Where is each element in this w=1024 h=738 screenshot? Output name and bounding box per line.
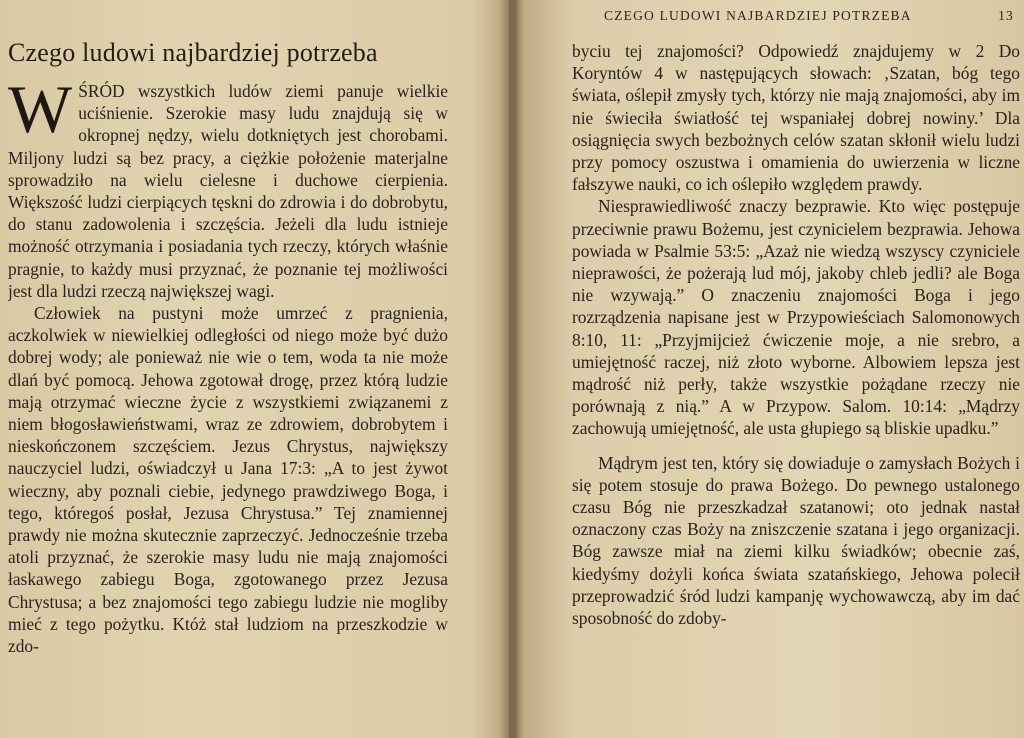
drop-cap: W — [8, 71, 73, 147]
opening-paragraph-text: ŚRÓD wszystkich ludów ziemi panuje wielkie uciśnienie. Szerokie masy ludu znajdują się w okropnej nędzy, wielu dotkniętych jest chorobami. Miljony ludzi są bez pracy, a ciężkie położenie materjalne sprowadziło na wielu cielesne i duchowe cierpienia. Większość ludzi cierpiących tęskni do zdrowia i do dobrobytu, do stanu zadowolenia i szczęścia. Jeżeli dla ludu istnieje możność otrzymania i posiadania tych rzeczy, których właśnie pragnie, to każdy musi przyznać, że poznanie tej możliwości jest dla ludzi rzeczą największej wagi. — [8, 81, 448, 301]
paragraph: Mądrym jest ten, który się dowiaduje o zamysłach Bożych i się potem stosuje do prawa Bożego. Do pewnego ustalonego czasu Bóg nie przeszkadzał szatanowi; oto jednak nastał oznaczony czas Boży na zniszczenie szatana i jego organizacji. Bóg zawsze miał na ziemi kilku świadków; obecnie zaś, kiedyśmy dożyli końca świata szatańskiego, Jehowa polecił przeprowadzić śród ludzi kampanję wychowawczą, aby im dać sposobność do zdoby- — [572, 452, 1020, 629]
paragraph: Człowiek na pustyni może umrzeć z pragnienia, aczkolwiek w niewielkiej odległości od niego może być dużo dobrej wody; ale ponieważ nie wie o tem, woda ta nie może dlań być pomocą. Jehowa zgotował drogę, przez którą ludzie mają otrzymać wieczne życie z wszystkiemi związanemi z niem błogosławieństwami, wraz ze zdrowiem, dobrobytem i nieskończonem szczęściem. Jezus Chrystus, największy nauczyciel ludzi, oświadczył u Jana 17:3: „A to jest żywot wieczny, aby poznali ciebie, jedynego prawdziwego Boga, i tego, któregoś posłał, Jezusa Chrystusa.” Tej znamiennej prawdy nie można skutecznie zaprzeczyć. Jednocześnie trzeba atoli przyznać, że szerokie masy ludu nie mają znajomości łaskawego zabiegu Boga, zgotowanego przez Jezusa Chrystusa; a bez znajomości tego zabiegu ludzie nie mogliby mieć z tego pożytku. Któż stał ludziom na przeszkodzie w zdo- — [8, 303, 448, 657]
paragraph-gap — [572, 440, 1020, 452]
right-page — [572, 0, 1020, 738]
book-gutter — [498, 0, 520, 738]
opening-paragraph — [8, 71, 448, 302]
paragraph: Niesprawiedliwość znaczy bezprawie. Kto więc postępuje przeciwnie prawu Bożemu, jest czynicielem bezprawia. Jehowa powiada w Psalmie 53:5: „Azaż nie wiedzą wszyscy czyniciele nieprawości, że pożerają lud mój, jakoby chleb jedli? ale Boga nie wzywają.” O znaczeniu znajomości Boga i jego rozrządzenia napisane jest w Przypowieściach Salomonowych 8:10, 11: „Przyjmijcież ćwiczenie moje, a nie srebro, a umiejętność raczej, niż złoto wyborne. Albowiem lepsza jest mądrość niż perły, także wszystkie pożądane rzeczy nie porównają z nią.” A w Przypow. Salom. 10:14: „Mądrzy zachowują umiejętność, ale usta głupiego są bliskie upadku.” — [572, 196, 1020, 439]
page-number: 13 — [998, 8, 1014, 23]
right-page-body — [572, 40, 1020, 629]
continued-paragraph: byciu tej znajomości? Odpowiedź znajdujemy w 2 Do Koryntów 4 w następujących słowach: ‚Szatan, bóg tego świata, oślepił zmysły tych, którzy nie mają znajomości, aby im nie świeciła światłość tej wspaniałej dobrej nowiny.’ Dla osiągnięcia swych bezbożnych celów szatan skłonił wielu ludzi przy pomocy oszustwa i omamienia do uwierzenia w liczne fałszywe nauki, co ich oślepiło względem prawdy. — [572, 41, 1020, 195]
left-page — [8, 0, 448, 738]
running-head-title: CZEGO LUDOWI NAJBARDZIEJ POTRZEBA — [604, 8, 912, 23]
chapter-title: Czego ludowi najbardziej potrzeba — [8, 38, 378, 67]
left-page-body — [8, 71, 448, 657]
